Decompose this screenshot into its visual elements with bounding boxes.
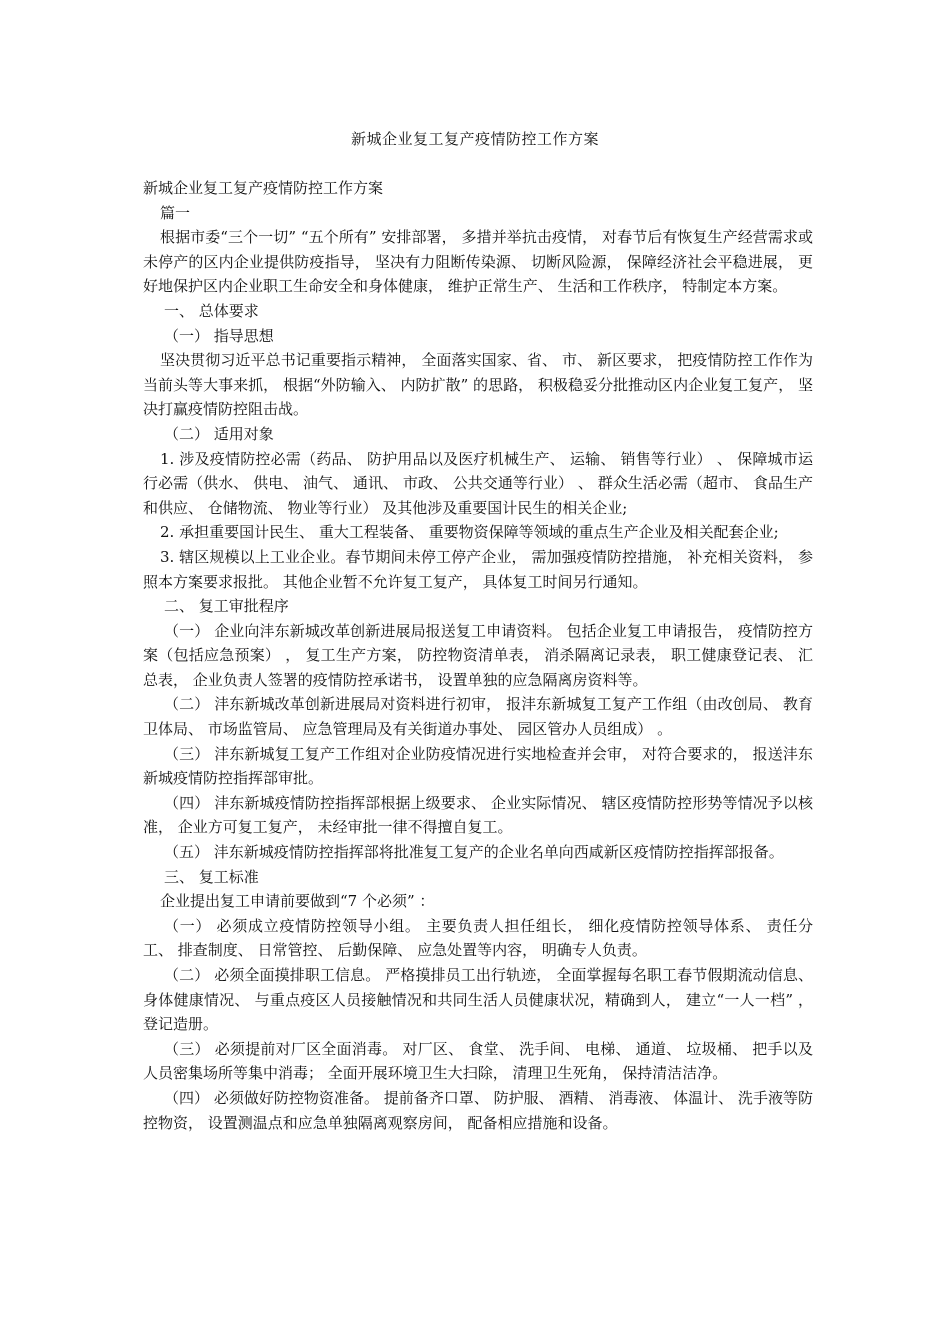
paragraph-approval-3: （三） 沣东新城复工复产工作组对企业防疫情况进行实地检查并会审， 对符合要求的， 报送沣东新城疫情防控指挥部审批。 [143, 744, 813, 788]
paragraph-standard-1: （一） 必须成立疫情防控领导小组。 主要负责人担任组长， 细化疫情防控领导体系、 责任分工、 排查制度、 日常管控、 后勤保障、 应急处置等内容， 明确专人负责。 [143, 916, 813, 960]
paragraph-intro: 根据市委“三个一切” “五个所有” 安排部署， 多措并举抗击疫情， 对春节后有恢复生产经营需求或未停产的区内企业提供防疫指导， 坚决有力阻断传染源、 切断风险源， 保障经济社会平稳进展， 更好地保护区内企业职工生命安全和身体健康， 维护正常生产、 生活和工作秩序， 特制定本方案。 [143, 228, 813, 296]
part-label: 篇一 [160, 203, 191, 222]
subsection-heading-1-1: （一） 指导思想 [164, 326, 274, 345]
list-item-scope-1: 1. 涉及疫情防控必需（药品、 防护用品以及医疗机械生产、 运输、 销售等行业） 、 保障城市运行必需（供水、 供电、 油气、 通讯、 市政、 公共交通等行业） 、 群众生活必需（超市、 食品生产和供应、 仓储物流、 物业等行业） 及其他涉及重要国计民生的相关企业; [143, 449, 813, 517]
section-heading-3: 三、 复工标准 [164, 867, 259, 886]
list-item-scope-2: 2. 承担重要国计民生、 重大工程装备、 重要物资保障等领域的重点生产企业及相关配套企业; [160, 523, 779, 542]
document-subtitle: 新城企业复工复产疫情防控工作方案 [143, 179, 384, 197]
paragraph-guiding-thought: 坚决贯彻习近平总书记重要指示精神， 全面落实国家、省、 市、 新区要求， 把疫情防控工作作为当前头等大事来抓， 根据“外防输入、 内防扩散” 的思路， 积极稳妥分批推动区内企业复工复产， 坚决打赢疫情防控阻击战。 [143, 351, 813, 419]
section-heading-2: 二、 复工审批程序 [164, 597, 289, 616]
paragraph-standard-4: （四） 必须做好防控物资准备。 提前备齐口罩、 防护服、 酒精、 消毒液、 体温计、 洗手液等防控物资， 设置测温点和应急单独隔离观察房间， 配备相应措施和设备。 [143, 1088, 813, 1132]
paragraph-approval-1: （一） 企业向沣东新城改革创新进展局报送复工申请资料。 包括企业复工申请报告， 疫情防控方案（包括应急预案） ， 复工生产方案， 防控物资清单表， 消杀隔离记录表， 职工健康登记表、 汇总表， 企业负责人签署的疫情防控承诺书， 设置单独的应急隔离房资料等。 [143, 621, 813, 689]
list-item-scope-3: 3. 辖区规模以上工业企业。春节期间未停工停产企业， 需加强疫情防控措施， 补充相关资料， 参照本方案要求报批。 其他企业暂不允许复工复产， 具体复工时间另行通知。 [143, 547, 813, 591]
paragraph-approval-5: （五） 沣东新城疫情防控指挥部将批准复工复产的企业名单向西咸新区疫情防控指挥部报备。 [164, 843, 784, 862]
document-title: 新城企业复工复产疫情防控工作方案 [350, 130, 599, 148]
paragraph-approval-4: （四） 沣东新城疫情防控指挥部根据上级要求、 企业实际情况、 辖区疫情防控形势等情况予以核准， 企业方可复工复产， 未经审批一律不得擅自复工。 [143, 793, 813, 837]
paragraph-standard-2: （二） 必须全面摸排职工信息。 严格摸排员工出行轨迹， 全面掌握每名职工春节假期流动信息、 身体健康情况、 与重点疫区人员接触情况和共同生活人员健康状况，精确到人， 建立“一人一档” ， 登记造册。 [143, 966, 813, 1034]
section-heading-1: 一、 总体要求 [164, 301, 259, 320]
subsection-heading-1-2: （二） 适用对象 [164, 424, 274, 443]
paragraph-standard-3: （三） 必须提前对厂区全面消毒。 对厂区、 食堂、 洗手间、 电梯、 通道、 垃圾桶、 把手以及人员密集场所等集中消毒； 全面开展环境卫生大扫除， 清理卫生死角， 保持清洁洁净。 [143, 1039, 813, 1083]
paragraph-standards-intro: 企业提出复工申请前要做到“7 个必须” ： [160, 892, 435, 911]
paragraph-approval-2: （二） 沣东新城改革创新进展局对资料进行初审， 报沣东新城复工复产工作组（由改创局、 教育卫体局、 市场监管局、 应急管理局及有关街道办事处、 园区管办人员组成） 。 [143, 695, 813, 739]
document-body [143, 176, 813, 1135]
